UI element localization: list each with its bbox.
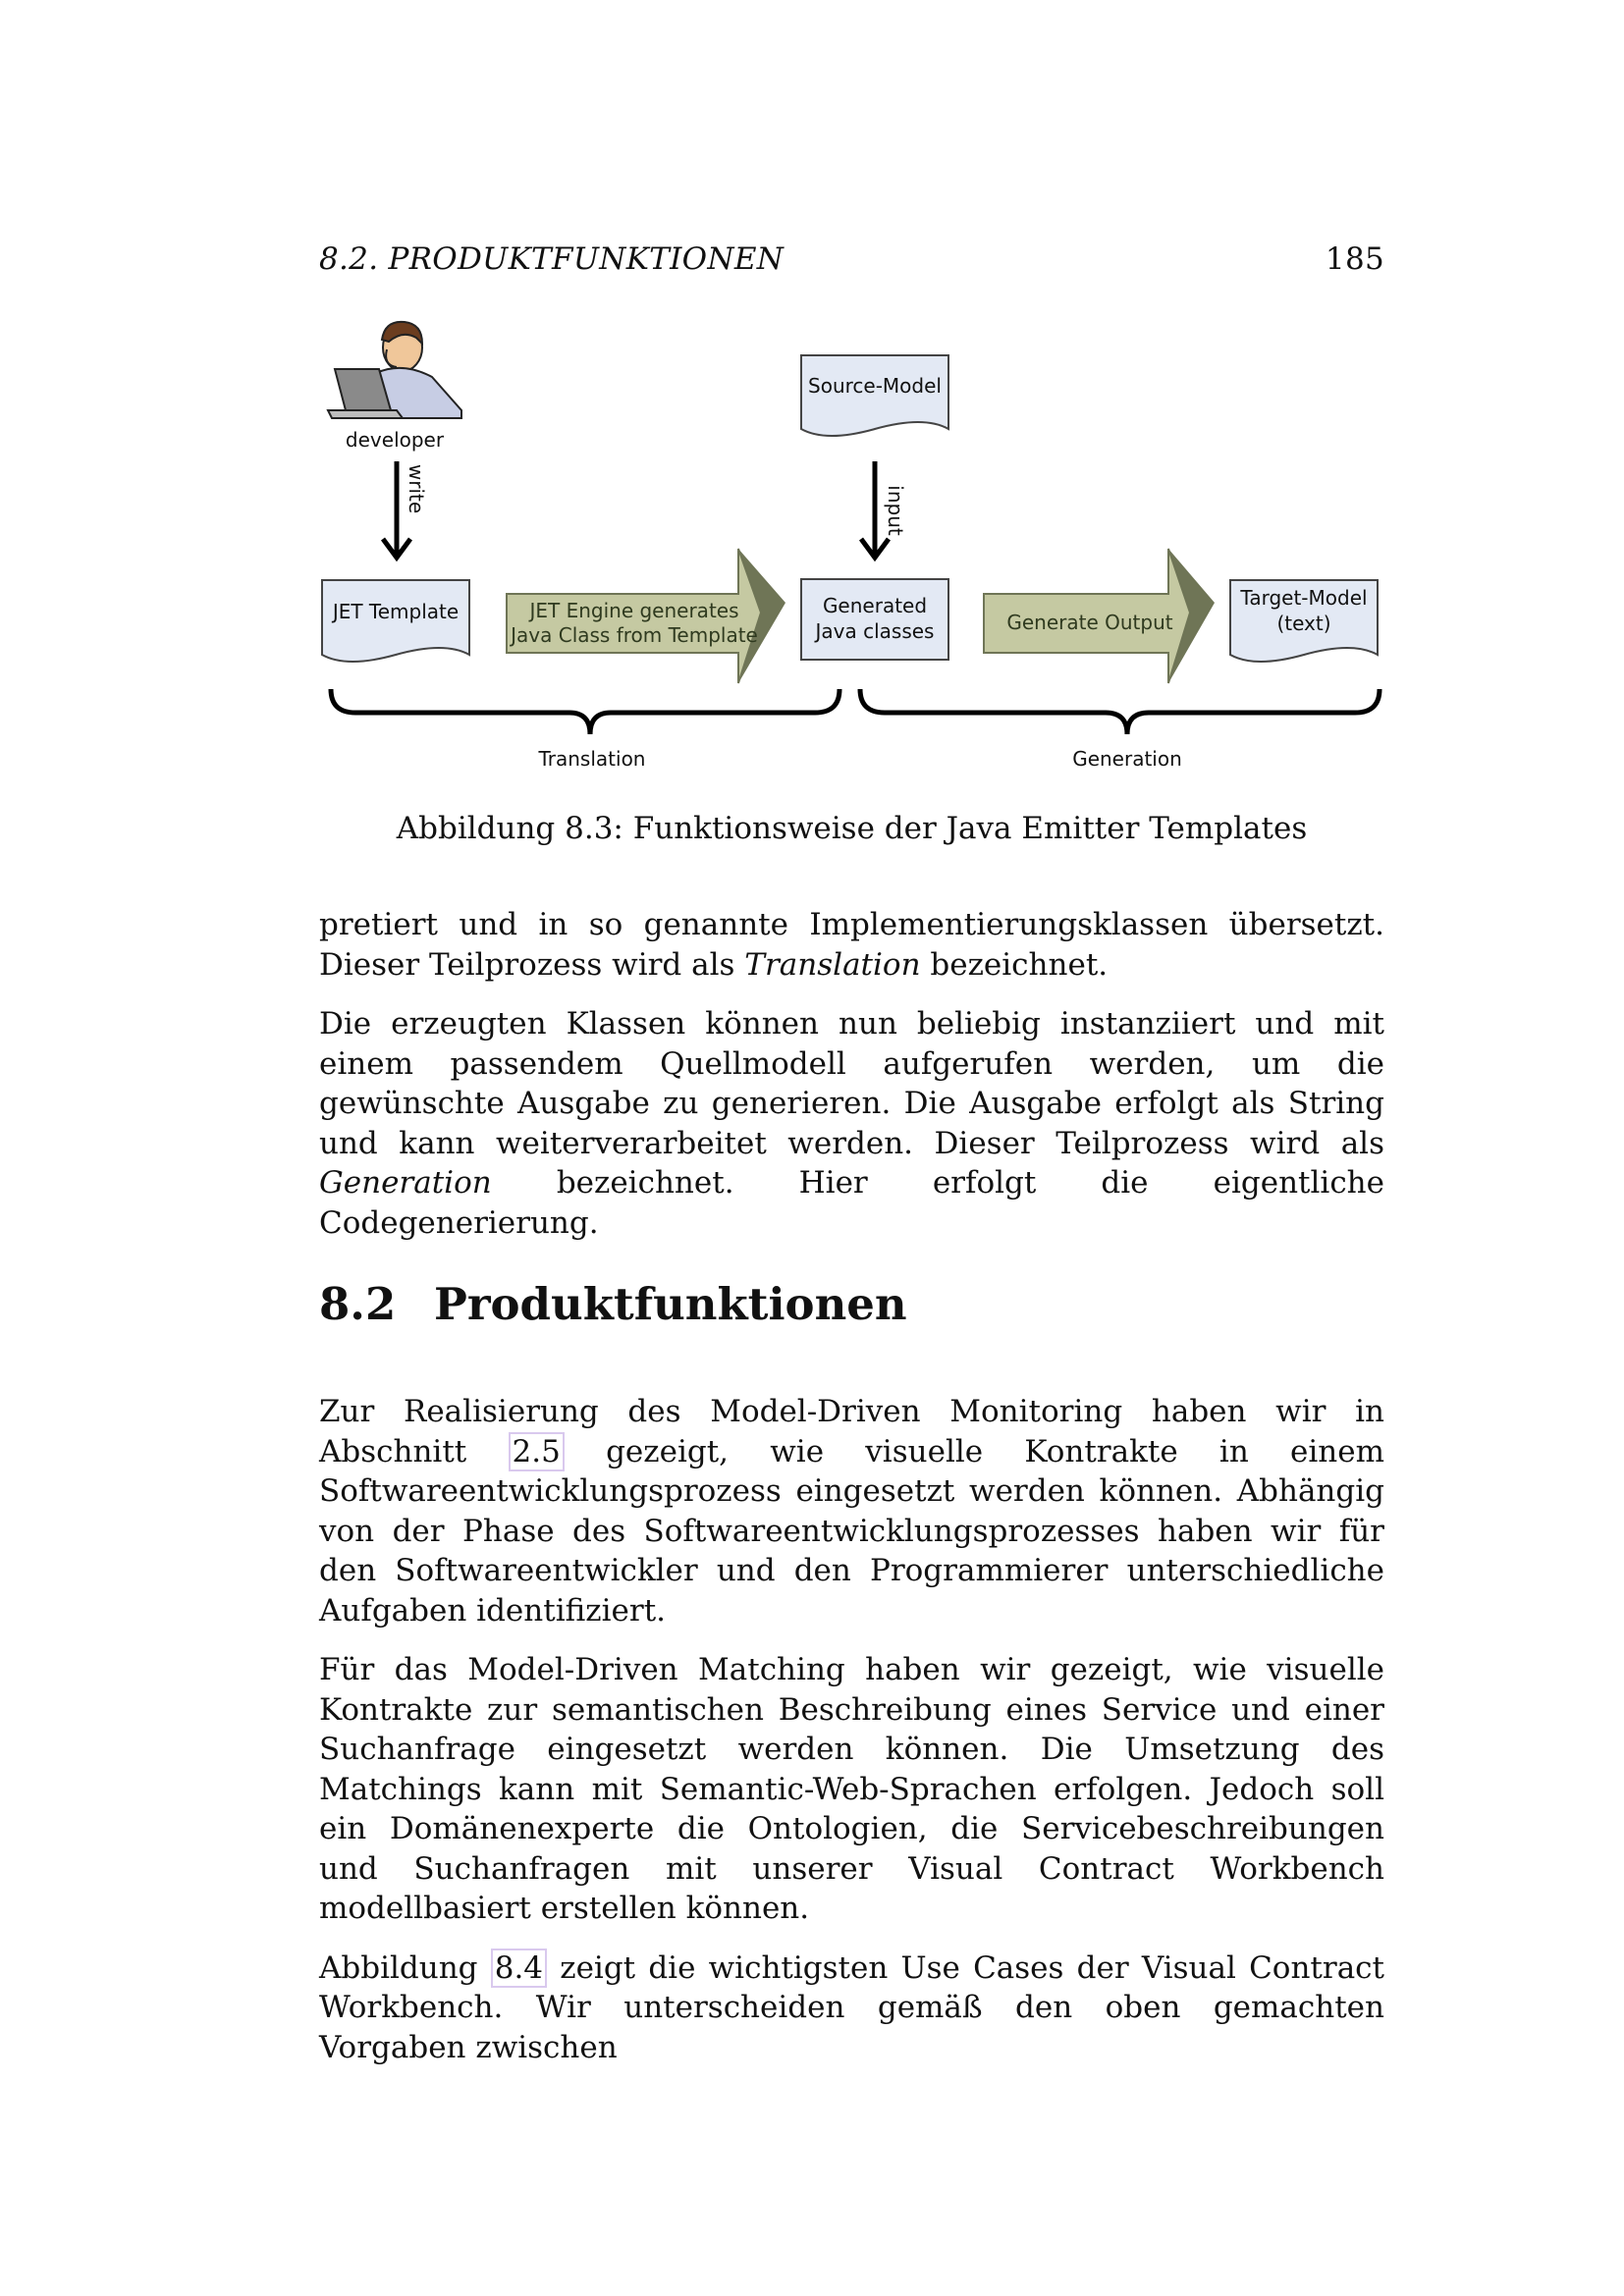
paragraph-1 — [319, 905, 1384, 985]
paragraph-2 — [319, 1004, 1384, 1243]
figure-ref-link[interactable]: 8.4 — [491, 1949, 547, 1988]
para1-text-b: bezeichnet. — [920, 946, 1109, 983]
figure-caption: Abbildung 8.3: Funktionsweise der Java Emitter Templates — [396, 811, 1308, 846]
jet-engine-label-line2: Java Class from Template — [511, 623, 758, 647]
section-number: 8.2 — [319, 1278, 397, 1330]
section-heading — [319, 1278, 907, 1330]
paragraph-4: Für das Model-Driven Matching haben wir gezeigt, wie visuelle Kontrakte zur semantischen Beschreibung eines Service und einer Suchanfrage eingesetzt werden können. Die Umsetzung des Matchings kann mit Semantic-Web-Sprachen erfolgen. Jedoch soll ein Domänenexperte die Ontologien, die Servicebeschreibungen und Suchanfragen mit unserer Visual Contract Workbench modellbasiert erstellen können. — [319, 1652, 1384, 1926]
para1-italic: Translation — [744, 946, 921, 983]
source-model-label: Source-Model — [808, 374, 942, 398]
para5-text-a: Abbildung — [319, 1949, 491, 1986]
paragraph-5 — [319, 1949, 1384, 2068]
developer-illustration — [328, 322, 461, 418]
running-head-section: 8.2. PRODUKTFUNKTIONEN — [319, 241, 785, 277]
para5-text-b: zeigt die wichtigsten Use Cases der Visual Contract Workbench. Wir unterscheiden gemäß den oben gemachten Vorgaben zwischen — [319, 1949, 1384, 2065]
target-model-label-line2: (text) — [1276, 612, 1331, 635]
section-ref-link[interactable]: 2.5 — [509, 1432, 565, 1471]
input-label: input — [884, 485, 907, 536]
body-top — [319, 905, 1384, 1262]
para1-text-a: pretiert und in so genannte Implementierungsklassen übersetzt. Dieser Teilprozess wird als — [319, 907, 1384, 983]
generation-label: Generation — [1072, 747, 1182, 771]
section-title: Produktfunktionen — [434, 1278, 907, 1330]
write-label: write — [405, 463, 428, 514]
generate-output-label: Generate Output — [1006, 611, 1173, 634]
jet-figure — [0, 0, 1624, 785]
para2-text-a: Die erzeugten Klassen können nun beliebig instanziiert und mit einem passendem Quellmodell aufgerufen werden, um die gewünschte Ausgabe zu generieren. Die Ausgabe erfolgt als String und kann weiterverarbeitet werden. Dieser Teilprozess wird als — [319, 1006, 1384, 1161]
para3-text-a: Zur Realisierung des Model-Driven Monitoring haben wir in Abschnitt — [319, 1394, 1384, 1469]
translation-brace — [331, 689, 839, 734]
developer-label: developer — [345, 428, 445, 452]
para3-text-b: gezeigt, wie visuelle Kontrakte in einem Softwareentwicklungsprozess eingesetzt werden können. Abhängig von der Phase des Softwareentwicklungsprozesses haben wir für den Softwareentwickler und den Programmierer unterschiedliche Aufgaben identifiziert. — [319, 1433, 1384, 1629]
para2-italic: Generation — [319, 1165, 492, 1201]
para2-text-b: bezeichnet. Hier erfolgt die eigentliche Codegenerierung. — [319, 1165, 1384, 1241]
translation-label: Translation — [538, 747, 646, 771]
jet-engine-label-line1: JET Engine generates — [529, 599, 739, 622]
target-model-label-line1: Target-Model — [1240, 586, 1368, 610]
paragraph-3 — [319, 1392, 1384, 1630]
generation-brace — [860, 689, 1380, 734]
page-number: 185 — [1325, 241, 1384, 277]
jet-template-label: JET Template — [332, 600, 460, 623]
body-bottom — [319, 1392, 1384, 2087]
generated-label-line1: Generated — [822, 594, 928, 617]
generated-label-line2: Java classes — [815, 619, 935, 643]
